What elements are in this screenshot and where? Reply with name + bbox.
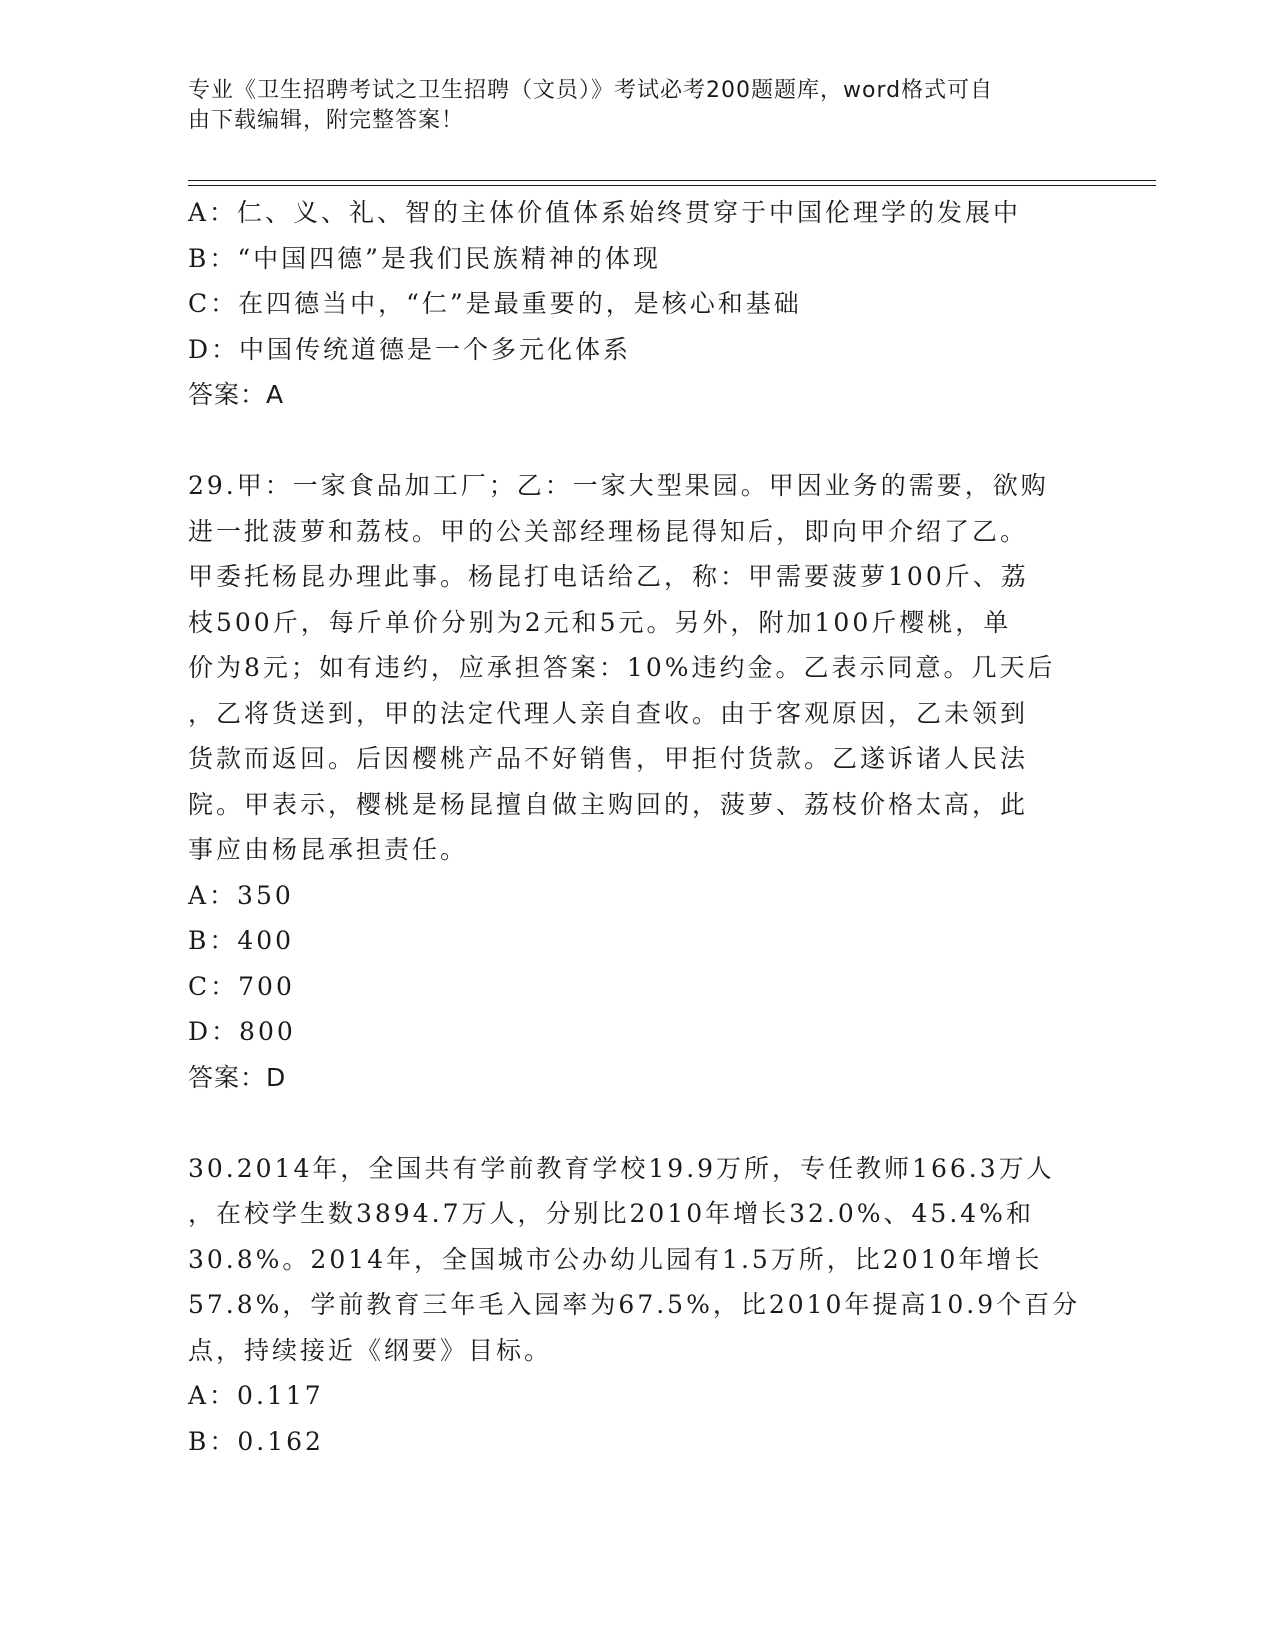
option-a: A：0.117 [188, 1381, 324, 1410]
question-stem-line: 点，持续接近《纲要》目标。 [188, 1335, 553, 1365]
spacer [188, 1100, 1088, 1146]
option-b: B：0.162 [188, 1426, 324, 1456]
document-header [188, 76, 1068, 136]
question-stem-line: 院。甲表示，樱桃是杨昆擅自做主购回的，菠萝、荔枝价格太高，此 [188, 789, 1029, 819]
question-content [188, 190, 1088, 1464]
question-29 [188, 463, 1088, 1100]
question-stem-line: 30.2014年，全国共有学前教育学校19.9万所，专任教师166.3万人 [188, 1153, 1055, 1183]
question-30 [188, 1146, 1088, 1465]
option-b: B：400 [188, 926, 295, 955]
option-c: C：在四德当中，“仁”是最重要的，是核心和基础 [188, 289, 802, 318]
option-a: A：仁、义、礼、智的主体价值体系始终贯穿于中国伦理学的发展中 [188, 198, 1022, 227]
option-d: D：中国传统道德是一个多元化体系 [188, 334, 632, 364]
header-divider [188, 180, 1156, 186]
question-stem-line: 29.甲：一家食品加工厂；乙：一家大型果园。甲因业务的需要，欲购 [188, 471, 1049, 500]
option-c: C：700 [188, 971, 295, 1001]
header-line-1: 专业《卫生招聘考试之卫生招聘（文员）》考试必考200题题库，word格式可自 [188, 78, 994, 103]
answer: 答案：D [188, 1062, 287, 1092]
question-stem-line: ，在校学生数3894.7万人，分别比2010年增长32.0%、45.4%和 [188, 1199, 1034, 1228]
question-stem-line: 货款而返回。后因樱桃产品不好销售，甲拒付货款。乙遂诉诸人民法 [188, 744, 1029, 773]
question-stem-line: 事应由杨昆承担责任。 [188, 835, 469, 864]
question-stem-line: 进一批菠萝和荔枝。甲的公关部经理杨昆得知后，即向甲介绍了乙。 [188, 516, 1029, 546]
answer: 答案：A [188, 380, 285, 409]
header-line-2: 由下载编辑，附完整答案！ [188, 108, 465, 133]
question-stem-line: 枝500斤，每斤单价分别为2元和5元。另外，附加100斤樱桃，单 [188, 607, 1012, 637]
question-28 [188, 190, 1088, 418]
question-stem-line: ，乙将货送到，甲的法定代理人亲自查收。由于客观原因，乙未领到 [188, 698, 1029, 728]
option-b: B：“中国四德”是我们民族精神的体现 [188, 243, 661, 273]
question-stem-line: 57.8%，学前教育三年毛入园率为67.5%，比2010年提高10.9个百分 [188, 1290, 1081, 1319]
option-d: D：800 [188, 1017, 296, 1046]
spacer [188, 418, 1088, 464]
question-stem-line: 甲委托杨昆办理此事。杨昆打电话给乙，称：甲需要菠萝100斤、荔 [188, 562, 1029, 591]
question-stem-line: 价为8元；如有违约，应承担答案：10%违约金。乙表示同意。几天后 [188, 653, 1056, 682]
option-a: A：350 [188, 880, 294, 910]
question-stem-line: 30.8%。2014年，全国城市公办幼儿园有1.5万所，比2010年增长 [188, 1244, 1043, 1274]
